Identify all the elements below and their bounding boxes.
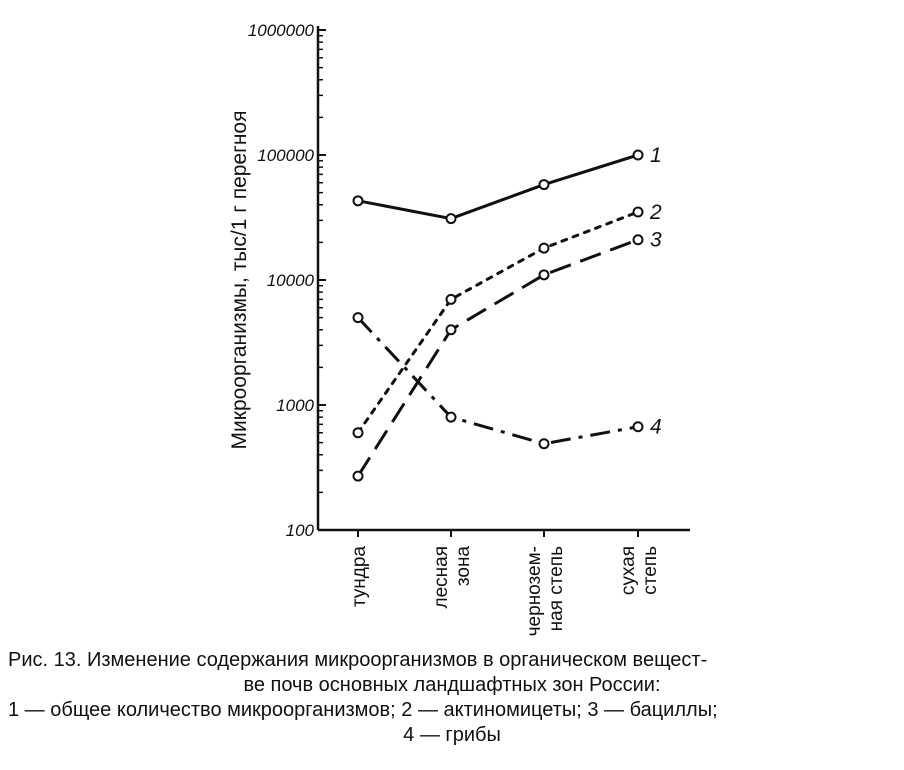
y-tick-label: 10000 — [266, 271, 314, 290]
data-point-marker — [634, 422, 643, 431]
caption-line: 4 — грибы — [403, 724, 501, 746]
y-axis-title: Микроорганизмы, тыс/1 г перегноя — [228, 110, 251, 450]
data-point-marker — [540, 439, 549, 448]
series-label: 1 — [650, 144, 662, 167]
series-line — [358, 318, 638, 444]
y-tick-label: 100000 — [257, 146, 314, 165]
data-point-marker — [634, 207, 643, 216]
series-label: 3 — [650, 228, 662, 252]
series-line — [358, 240, 638, 476]
x-category-label: чернозем- — [524, 546, 545, 637]
data-point-marker — [540, 180, 549, 189]
data-point-marker — [447, 214, 456, 223]
caption-line: Рис. 13. Изменение содержания микроорганизмов в органическом вещест- — [8, 649, 708, 671]
series-line — [358, 212, 638, 433]
series-line — [358, 155, 638, 219]
data-point-marker — [354, 472, 363, 481]
labels-group — [228, 21, 662, 636]
data-point-marker — [634, 235, 643, 244]
data-point-marker — [354, 428, 363, 437]
y-tick-label: 100 — [285, 521, 314, 540]
series-label: 4 — [650, 415, 662, 439]
x-category-label: зона — [453, 546, 474, 587]
data-point-marker — [447, 295, 456, 304]
x-category-label: тундра — [349, 546, 370, 608]
x-category-label: степь — [640, 546, 661, 595]
caption-line: ве почв основных ландшафтных зон России: — [243, 674, 661, 696]
data-point-marker — [447, 325, 456, 334]
x-category-label: сухая — [618, 546, 639, 596]
data-point-marker — [634, 151, 643, 160]
data-point-marker — [540, 244, 549, 253]
axes — [318, 26, 690, 537]
data-point-marker — [447, 413, 456, 422]
x-category-label: ная степь — [546, 546, 567, 632]
data-point-marker — [354, 196, 363, 205]
y-tick-label: 1000 — [276, 396, 314, 415]
data-point-marker — [354, 313, 363, 322]
figure-caption — [8, 648, 896, 748]
series-group — [358, 155, 638, 476]
y-tick-label: 1000000 — [247, 21, 314, 40]
x-category-label: лесная — [431, 546, 452, 609]
caption-line: 1 — общее количество микроорганизмов; 2 — актиномицеты; 3 — бациллы; — [8, 699, 718, 721]
data-point-marker — [540, 270, 549, 279]
series-label: 2 — [650, 200, 662, 224]
